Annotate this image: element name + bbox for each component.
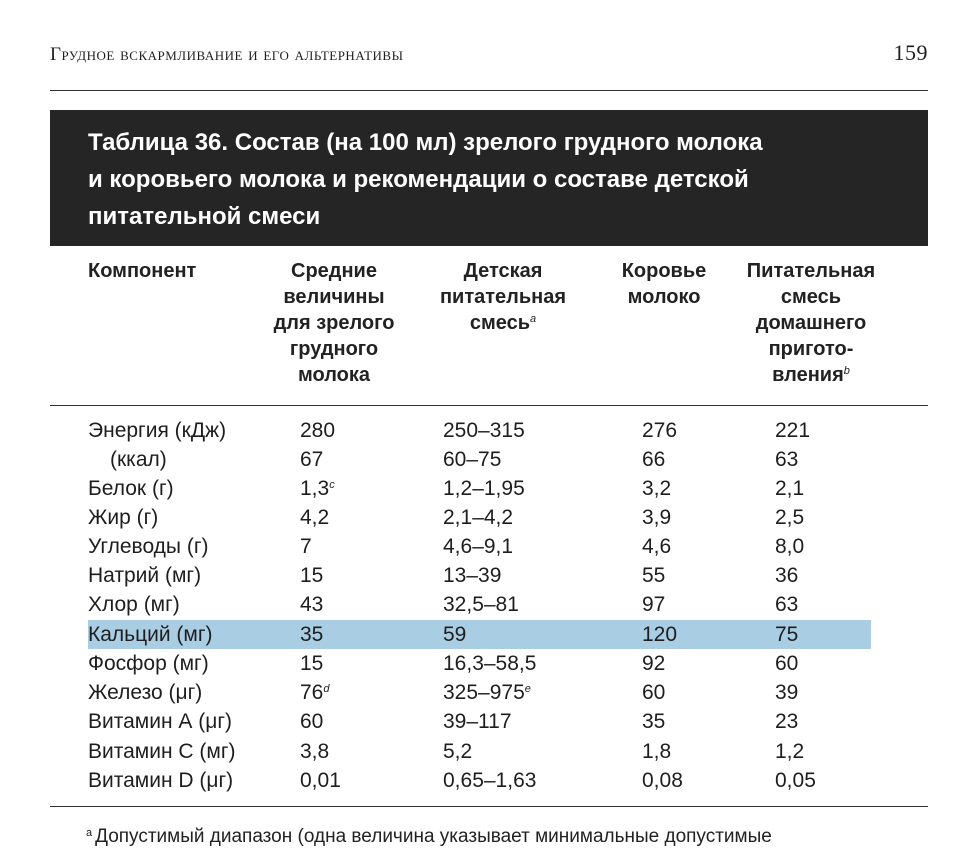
column-header-line: Коровье — [621, 260, 707, 282]
cell-cow-milk: 4,6 — [642, 535, 672, 558]
table-title-line: Таблица 36. Состав (на 100 мл) зрелого грудного молока — [88, 129, 763, 156]
cell-breast-milk: 4,2 — [300, 506, 330, 529]
column-header-text: смесь — [469, 312, 531, 334]
cell-home-formula: 0,05 — [775, 769, 816, 792]
table-title — [88, 124, 908, 235]
cell-infant-formula: 5,2 — [443, 740, 473, 763]
header-rule — [50, 405, 928, 406]
row-label: Углеводы (г) — [88, 535, 209, 558]
table-row — [50, 474, 928, 503]
row-label: Фосфор (мг) — [88, 652, 209, 675]
table-title-box — [50, 110, 928, 246]
cell-infant-formula: 13–39 — [443, 564, 502, 587]
cell-infant-formula: 2,1–4,2 — [443, 506, 514, 529]
cell-infant-formula: 59 — [443, 623, 467, 646]
column-header-line: смесь — [780, 286, 842, 308]
column-header-line: домашнего — [755, 312, 867, 334]
column-header-line — [726, 362, 896, 388]
cell-breast-milk: 35 — [300, 623, 324, 646]
column-header-line: Детская — [463, 260, 543, 282]
cell-breast-milk: 1,3$^c$ — [300, 477, 335, 500]
row-label: Жир (г) — [88, 506, 159, 529]
cell-breast-milk: 0,01 — [300, 769, 341, 792]
column-header-line: Питательная — [746, 260, 876, 282]
table-row — [50, 445, 928, 474]
footnote-marker: a — [86, 827, 93, 839]
running-head-title: Грудное вскармливание и его альтернативы — [50, 44, 404, 65]
cell-home-formula: 8,0 — [775, 535, 805, 558]
cell-infant-formula: 250–315 — [443, 419, 525, 442]
table-row — [50, 678, 928, 707]
column-header-text: вления — [772, 364, 844, 386]
cell-cow-milk: 66 — [642, 448, 666, 471]
cell-home-formula: 1,2 — [775, 740, 805, 763]
column-header-line: Средние — [291, 260, 377, 282]
column-header-line: молока — [297, 364, 371, 386]
table-row — [50, 707, 928, 736]
column-header-line: Компонент — [88, 260, 197, 282]
column-header-infant-formula — [418, 258, 588, 336]
bottom-rule — [50, 806, 928, 807]
table-row — [50, 766, 928, 795]
cell-home-formula: 63 — [775, 593, 799, 616]
table-title-line: и коровьего молока и рекомендации о составе детской — [88, 166, 749, 193]
cell-home-formula: 63 — [775, 448, 799, 471]
row-label: Белок (г) — [88, 477, 174, 500]
column-header-line — [418, 310, 588, 336]
cell-home-formula: 23 — [775, 710, 799, 733]
cell-breast-milk: 3,8 — [300, 740, 330, 763]
table-row — [50, 561, 928, 590]
cell-cow-milk: 55 — [642, 564, 666, 587]
running-head — [50, 40, 928, 72]
footnote-marker: b — [843, 365, 850, 377]
table-row-highlighted — [50, 620, 928, 649]
cell-home-formula: 2,1 — [775, 477, 805, 500]
row-label: (ккал) — [110, 448, 167, 471]
table-title-line: питательной смеси — [88, 203, 321, 230]
column-header-line: пригото- — [768, 338, 854, 360]
column-header-line: для зрелого — [273, 312, 395, 334]
page-number: 159 — [893, 40, 928, 65]
cell-infant-formula: 39–117 — [443, 710, 512, 733]
column-header-breast-milk — [254, 258, 414, 388]
cell-breast-milk: 7 — [300, 535, 312, 558]
cell-breast-milk: 67 — [300, 448, 324, 471]
cell-cow-milk: 3,9 — [642, 506, 672, 529]
cell-cow-milk: 0,08 — [642, 769, 683, 792]
column-header-line: грудного — [289, 338, 379, 360]
cell-cow-milk: 276 — [642, 419, 678, 442]
row-label: Энергия (кДж) — [88, 419, 227, 442]
cell-infant-formula: 325–975e — [443, 681, 531, 704]
cell-infant-formula: 0,65–1,63 — [443, 769, 537, 792]
table-row — [50, 649, 928, 678]
column-header-line: питательная — [439, 286, 567, 308]
cell-cow-milk: 35 — [642, 710, 666, 733]
cell-home-formula: 60 — [775, 652, 799, 675]
cell-breast-milk: 60 — [300, 710, 324, 733]
cell-breast-milk: 280 — [300, 419, 336, 442]
row-label: Витамин А (μг) — [88, 710, 232, 733]
column-header-line: молоко — [627, 286, 701, 308]
cell-breast-milk: 15 — [300, 564, 324, 587]
cell-breast-milk: 43 — [300, 593, 324, 616]
footnote-text: Допустимый диапазон (одна величина указывает минимальные допустимые — [95, 826, 772, 847]
column-header-component — [88, 258, 196, 284]
table-row — [50, 503, 928, 532]
cell-breast-milk: 15 — [300, 652, 324, 675]
table-row — [50, 590, 928, 619]
cell-infant-formula: 32,5–81 — [443, 593, 519, 616]
row-label: Витамин С (мг) — [88, 740, 236, 763]
cell-cow-milk: 120 — [642, 623, 678, 646]
cell-infant-formula: 60–75 — [443, 448, 502, 471]
table-row — [50, 737, 928, 766]
cell-cow-milk: 1,8 — [642, 740, 672, 763]
cell-home-formula: 36 — [775, 564, 799, 587]
row-label: Натрий (мг) — [88, 564, 202, 587]
cell-cow-milk: 3,2 — [642, 477, 672, 500]
column-header-home-formula — [726, 258, 896, 388]
row-label: Железо (μг) — [88, 681, 203, 704]
cell-infant-formula: 1,2–1,95 — [443, 477, 525, 500]
cell-cow-milk: 92 — [642, 652, 666, 675]
row-label: Хлор (мг) — [88, 593, 180, 616]
top-rule — [50, 90, 928, 91]
table-row — [50, 416, 928, 445]
table-row — [50, 532, 928, 561]
column-header-line: величины — [283, 286, 385, 308]
row-label: Витамин D (μг) — [88, 769, 234, 792]
cell-breast-milk: 76$^d$ — [300, 681, 330, 704]
cell-cow-milk: 60 — [642, 681, 666, 704]
cell-home-formula: 75 — [775, 623, 799, 646]
footnote-marker: a — [530, 313, 537, 325]
cell-home-formula: 39 — [775, 681, 799, 704]
cell-home-formula: 2,5 — [775, 506, 805, 529]
cell-cow-milk: 97 — [642, 593, 666, 616]
cell-infant-formula: 4,6–9,1 — [443, 535, 514, 558]
row-label: Кальций (мг) — [88, 623, 213, 646]
footnote — [86, 820, 928, 850]
cell-home-formula: 221 — [775, 419, 811, 442]
column-header-cow-milk — [604, 258, 724, 310]
cell-infant-formula: 16,3–58,5 — [443, 652, 537, 675]
